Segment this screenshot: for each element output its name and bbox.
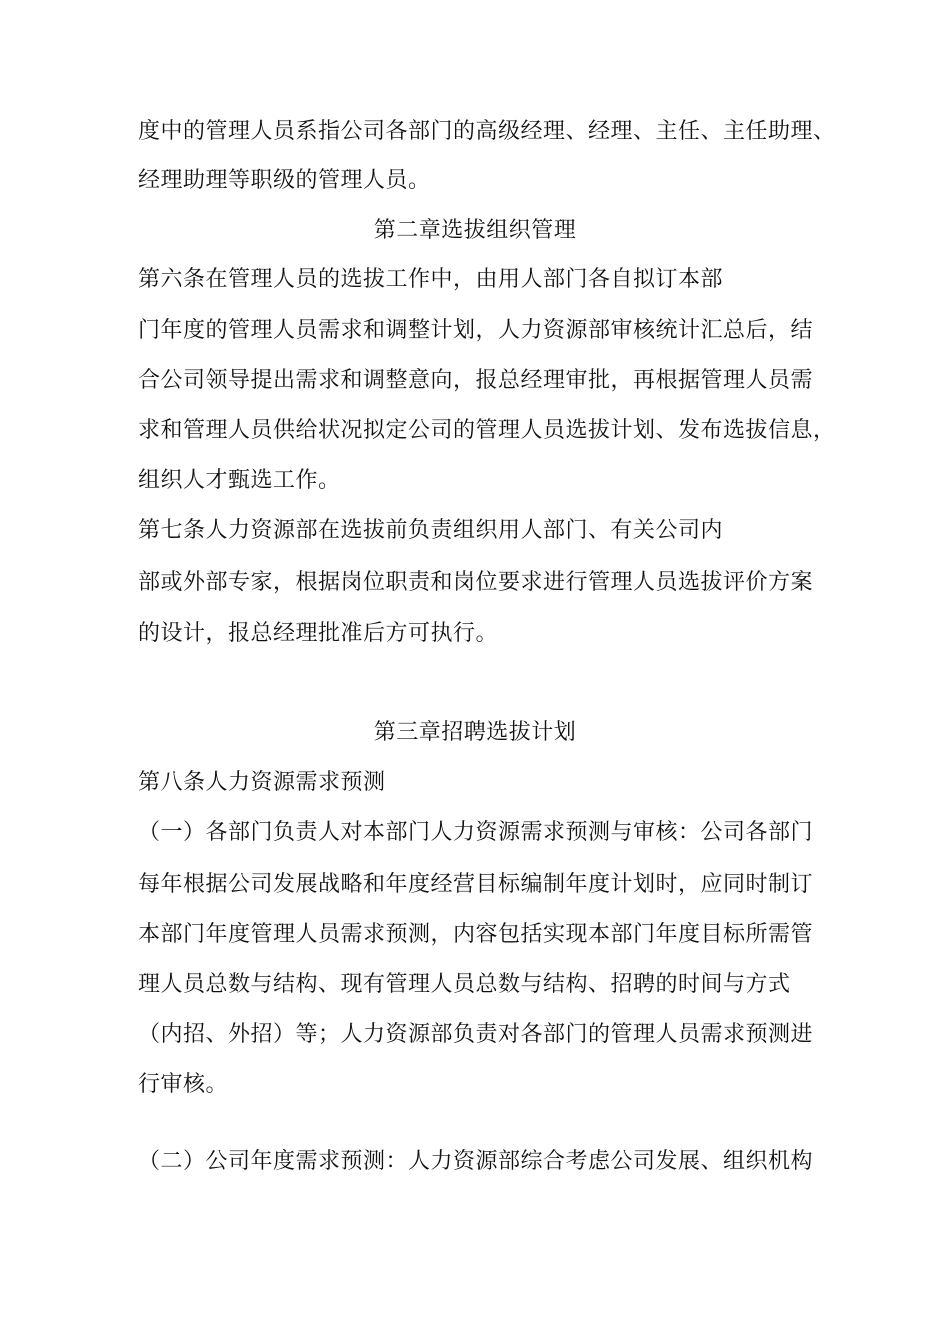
chapter-heading: 第二章选拔组织管理: [373, 218, 577, 243]
article-line: 第六条在管理人员的选拔工作中，由用人部门各自拟订本部: [138, 267, 724, 292]
paragraph-line: 本部门年度管理人员需求预测，内容包括实现本部门年度目标所需管: [138, 922, 814, 947]
paragraph-line: 每年根据公司发展战略和年度经营目标编制年度计划时，应同时制订: [138, 872, 814, 897]
paragraph-line: （内招、外招）等；人力资源部负责对各部门的管理人员需求预测进: [138, 1022, 814, 1047]
paragraph-line: 理人员总数与结构、现有管理人员总数与结构、招聘的时间与方式: [138, 972, 791, 997]
chapter-heading: 第三章招聘选拔计划: [373, 720, 577, 745]
paragraph-line: 度中的管理人员系指公司各部门的高级经理、经理、主任、主任助理、: [138, 119, 836, 144]
paragraph-line: 合公司领导提出需求和调整意向，报总经理审批，再根据管理人员需: [138, 368, 814, 393]
paragraph-line: 行审核。: [138, 1072, 229, 1097]
paragraph-line: 的设计，报总经理批准后方可执行。: [138, 621, 499, 646]
paragraph-line: 门年度的管理人员需求和调整计划，人力资源部审核统计汇总后，结: [138, 318, 814, 343]
article-line: 第八条人力资源需求预测: [138, 770, 386, 795]
paragraph-line: 求和管理人员供给状况拟定公司的管理人员选拔计划、发布选拔信息，: [138, 418, 836, 443]
paragraph-line: 经理助理等职级的管理人员。: [138, 168, 431, 193]
article-line: 第七条人力资源部在选拔前负责组织用人部门、有关公司内: [138, 518, 724, 543]
paragraph-line: （二）公司年度需求预测：人力资源部综合考虑公司发展、组织机构: [138, 1149, 814, 1174]
paragraph-line: （一）各部门负责人对本部门人力资源需求预测与审核：公司各部门: [138, 820, 814, 845]
paragraph-line: 部或外部专家，根据岗位职责和岗位要求进行管理人员选拔评价方案: [138, 570, 814, 595]
paragraph-line: 组织人才甄选工作。: [138, 468, 341, 493]
